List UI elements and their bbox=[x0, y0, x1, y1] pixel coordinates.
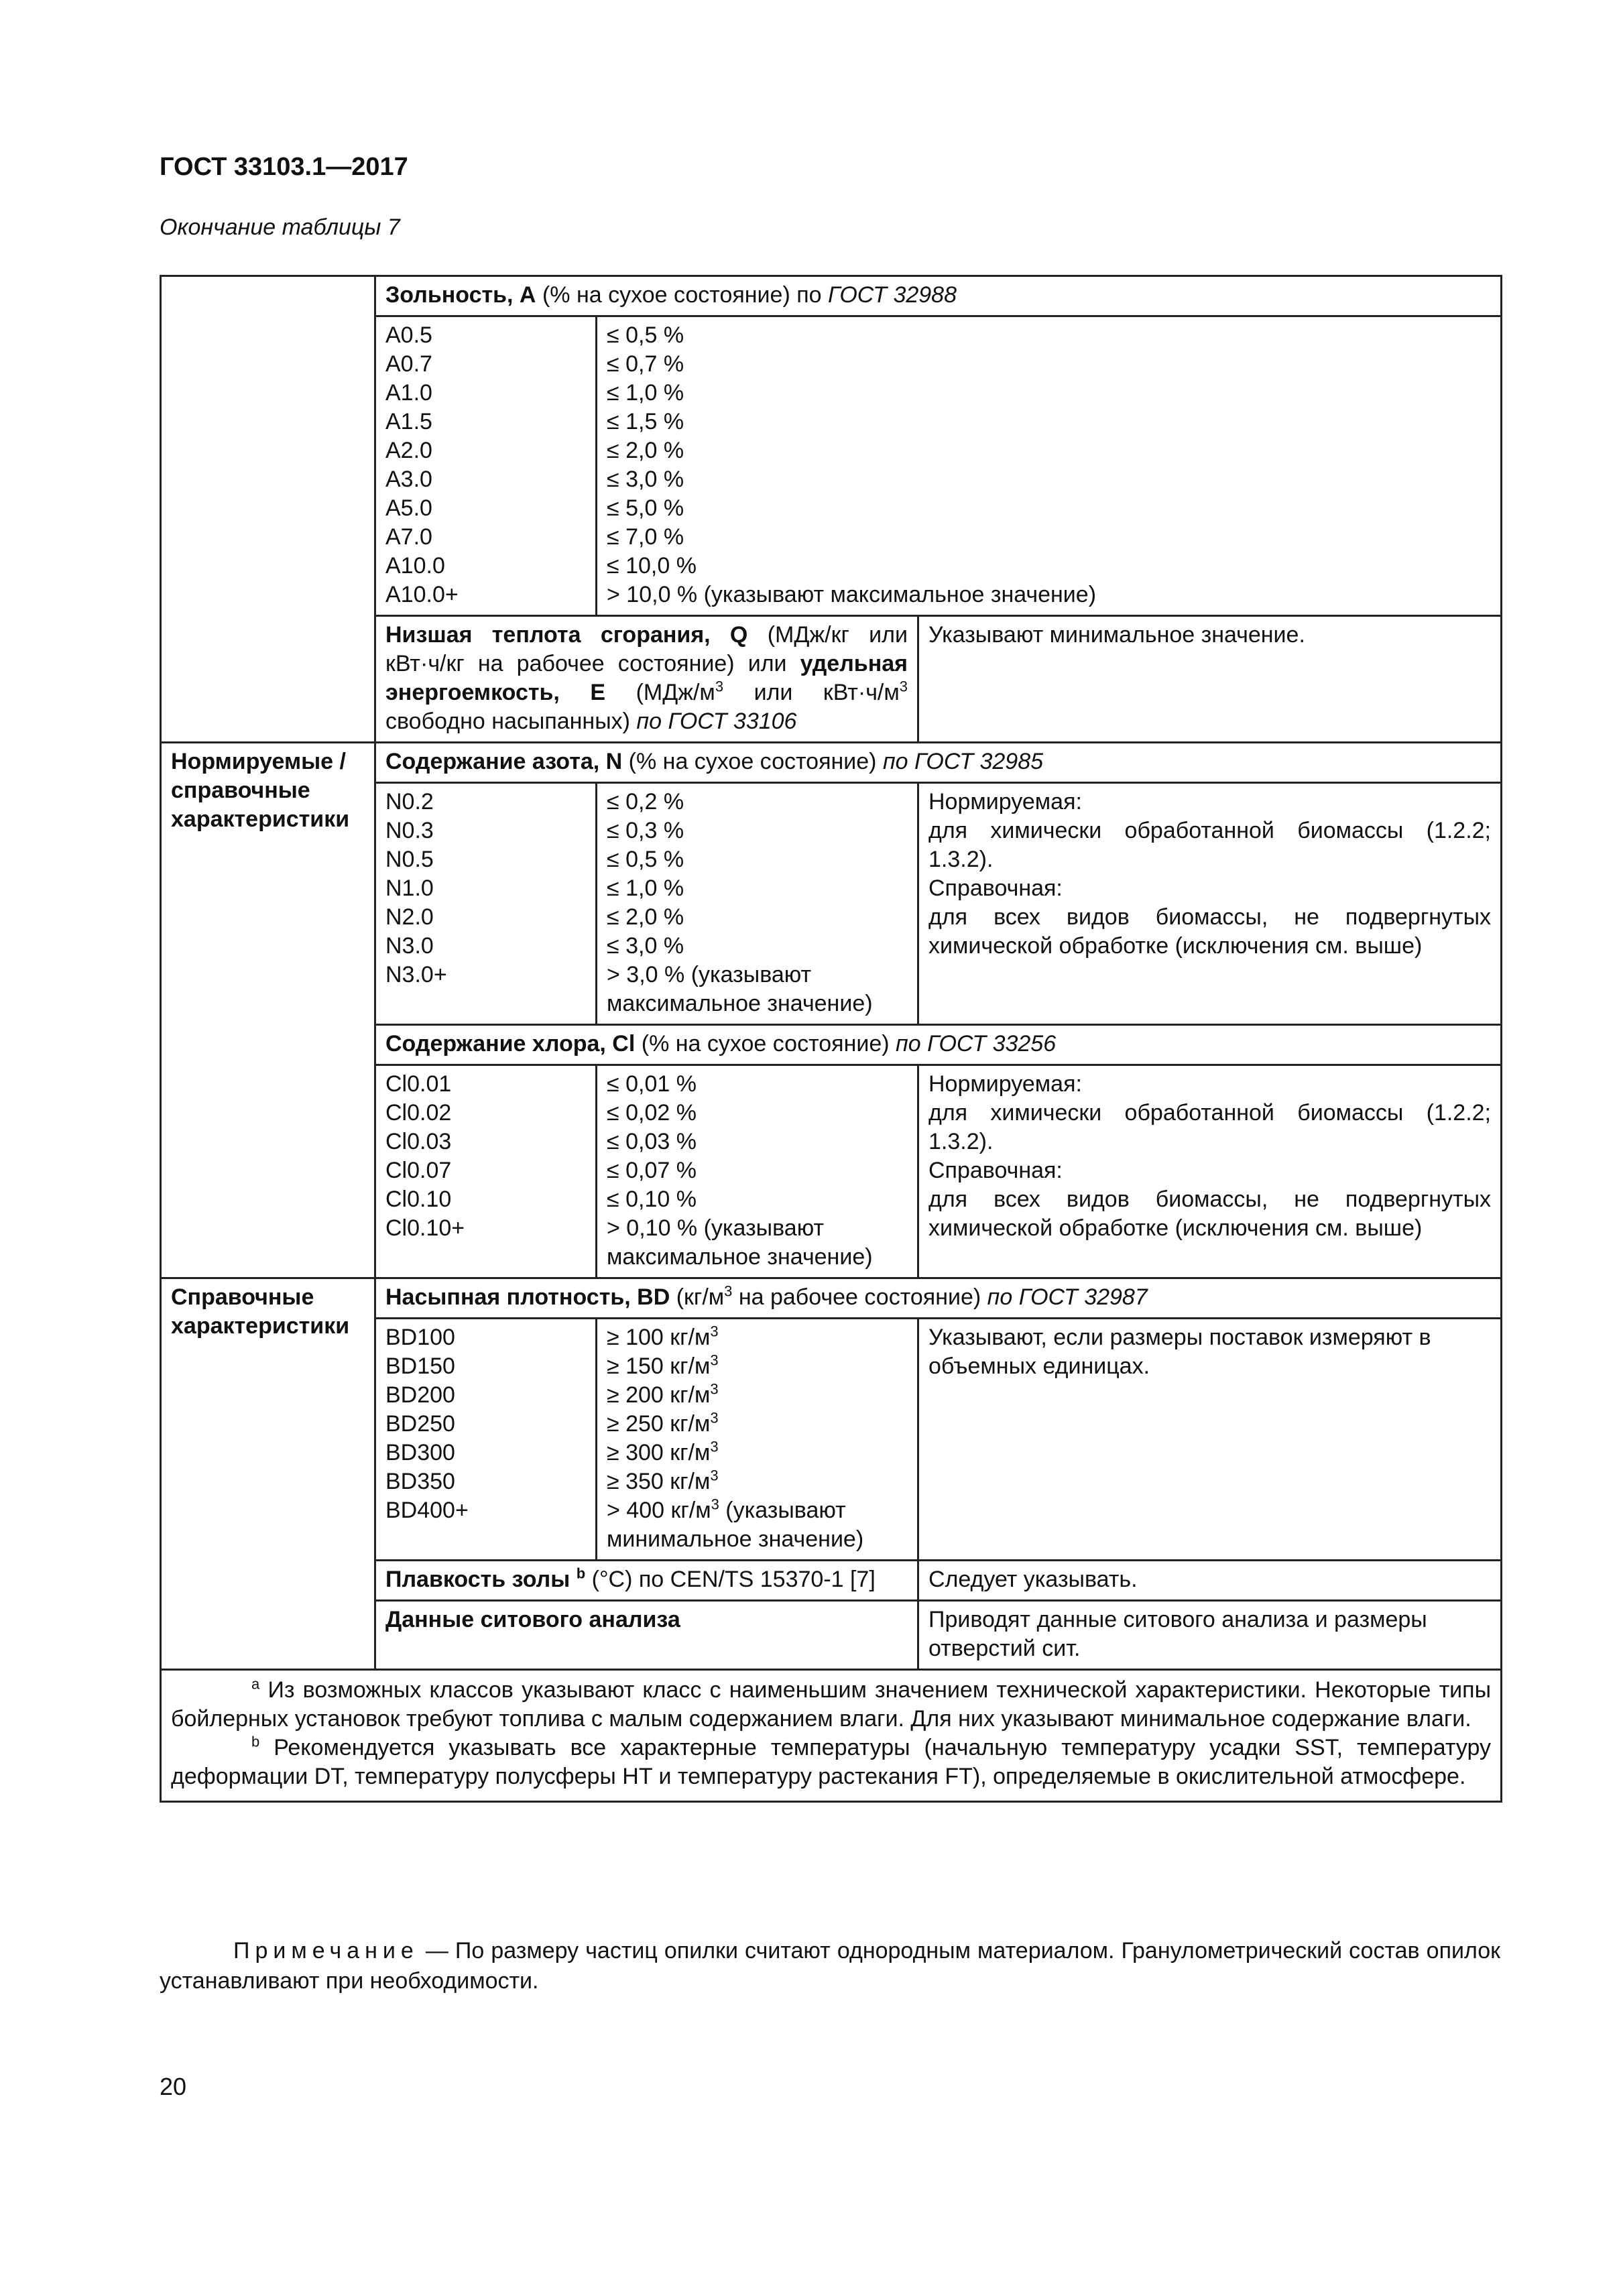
class-value: ≤ 7,0 % bbox=[607, 524, 684, 550]
class-value: ≤ 0,2 % bbox=[607, 789, 684, 814]
footnotes-row bbox=[161, 1670, 1502, 1802]
spec-table bbox=[160, 275, 1502, 1803]
table-caption: Окончание таблицы 7 bbox=[160, 215, 400, 240]
class-value: ≤ 2,0 % bbox=[607, 904, 684, 930]
nitrogen-classes bbox=[375, 783, 597, 1025]
class-label: A1.0 bbox=[385, 380, 432, 406]
ash-classes bbox=[375, 316, 597, 616]
chlorine-values bbox=[597, 1065, 918, 1278]
footnote-b: $^b$ Рекомендуется указывать все характерные температуры (начальную температуру усадки SST, температуру деформации DT, температуру полусферы HT и температуру растекания FT), определяемые в окислительной атмосфере. bbox=[171, 1733, 1491, 1789]
class-value: ≤ 10,0 % bbox=[607, 553, 697, 579]
nitrogen-remark: Нормируемая: для химически обработанной биомассы (1.2.2; 1.3.2). Справочная: для всех видов биомассы, не подвергнутых химической обработке (исключения см. выше) bbox=[918, 783, 1502, 1025]
heat-description: Низшая теплота сгорания, Q (МДж/кг или кВт·ч/кг на рабочее состояние) или удельная энергоемкость, E ($МДж/м^3$ или $кВт\cdot ч/м^3$ свободно насыпанных) по ГОСТ 33106 bbox=[375, 616, 918, 743]
class-label: BD200 bbox=[385, 1382, 455, 1408]
class-value: ≥ 150 $кг/м^3$ bbox=[607, 1351, 719, 1379]
class-label: A1.5 bbox=[385, 409, 432, 434]
nitrogen-title: Содержание азота, N (% на сухое состояние) по ГОСТ 32985 bbox=[375, 743, 1502, 783]
class-value: ≤ 3,0 % bbox=[607, 467, 684, 492]
bulk-remark: Указывают, если размеры поставок измеряют в объемных единицах. bbox=[918, 1319, 1502, 1561]
class-value: ≤ 0,01 % bbox=[607, 1071, 697, 1097]
fusibility-remark: Следует указывать. bbox=[918, 1561, 1502, 1601]
class-value: ≤ 0,3 % bbox=[607, 818, 684, 843]
class-value: ≤ 0,03 % bbox=[607, 1129, 697, 1154]
chlorine-classes bbox=[375, 1065, 597, 1278]
class-label: BD150 bbox=[385, 1353, 455, 1379]
class-value: ≤ 0,02 % bbox=[607, 1100, 697, 1126]
sieve-label: Данные ситового анализа bbox=[375, 1601, 918, 1670]
class-label: A5.0 bbox=[385, 495, 432, 521]
class-label: A7.0 bbox=[385, 524, 432, 550]
class-label: Cl0.01 bbox=[385, 1071, 452, 1097]
class-value: ≤ 0,10 % bbox=[607, 1187, 697, 1212]
class-label: N1.0 bbox=[385, 875, 434, 901]
class-value: ≤ 1,5 % bbox=[607, 409, 684, 434]
class-label: N2.0 bbox=[385, 904, 434, 930]
note-label: Примечание bbox=[233, 1938, 419, 1963]
group-label-reference: Справочные характеристики bbox=[161, 1278, 375, 1670]
class-label: N3.0 bbox=[385, 933, 434, 959]
class-value: ≤ 0,07 % bbox=[607, 1158, 697, 1183]
class-label: Cl0.03 bbox=[385, 1129, 452, 1154]
class-value: ≥ 350 $кг/м^3$ bbox=[607, 1467, 719, 1494]
class-value: ≤ 3,0 % bbox=[607, 933, 684, 959]
class-label: Cl0.02 bbox=[385, 1100, 452, 1126]
bulk-classes bbox=[375, 1319, 597, 1561]
group-cell-empty bbox=[161, 276, 375, 743]
class-label: A2.0 bbox=[385, 438, 432, 463]
page-number: 20 bbox=[160, 2073, 187, 2100]
sieve-remark: Приводят данные ситового анализа и размеры отверстий сит. bbox=[918, 1601, 1502, 1670]
class-value: ≥ 250 $кг/м^3$ bbox=[607, 1409, 719, 1437]
class-label: N0.5 bbox=[385, 847, 434, 872]
class-label: N0.2 bbox=[385, 789, 434, 814]
class-label: N3.0+ bbox=[385, 962, 447, 987]
class-label: BD100 bbox=[385, 1325, 455, 1350]
note-text: — По размеру частиц опилки считают однородным материалом. Гранулометрический состав опилок устанавливают при необходимости. bbox=[160, 1938, 1500, 1994]
table-note bbox=[160, 1936, 1500, 1996]
class-value: ≤ 1,0 % bbox=[607, 380, 684, 406]
class-value: ≥ 200 $кг/м^3$ bbox=[607, 1380, 719, 1408]
bulk-title: Насыпная плотность, BD ($кг/м^3$ на рабочее состояние) по ГОСТ 32987 bbox=[375, 1278, 1502, 1319]
class-label: A10.0 bbox=[385, 553, 445, 579]
group-label-normative: Нормируемые / справочные характеристики bbox=[161, 743, 375, 1278]
class-label: N0.3 bbox=[385, 818, 434, 843]
class-value: ≥ 300 $кг/м^3$ bbox=[607, 1438, 719, 1465]
nitrogen-values bbox=[597, 783, 918, 1025]
bulk-header-row bbox=[161, 1278, 1502, 1319]
class-value: ≥ 100 $кг/м^3$ bbox=[607, 1323, 719, 1350]
class-label: BD300 bbox=[385, 1440, 455, 1465]
fusibility-label: Плавкость золы $^b$ (°С) по CEN/TS 15370-1 [7] bbox=[375, 1561, 918, 1601]
footnotes bbox=[161, 1670, 1502, 1802]
class-label: A0.7 bbox=[385, 351, 432, 377]
class-value: > 0,10 % (указывают максимальное значение) bbox=[607, 1215, 873, 1270]
class-label: Cl0.07 bbox=[385, 1158, 452, 1183]
heat-remark: Указывают минимальное значение. bbox=[918, 616, 1502, 743]
ash-header-row bbox=[161, 276, 1502, 316]
class-value: ≤ 1,0 % bbox=[607, 875, 684, 901]
class-value: > 3,0 % (указывают максимальное значение) bbox=[607, 962, 873, 1016]
class-value: ≤ 5,0 % bbox=[607, 495, 684, 521]
class-value: ≤ 2,0 % bbox=[607, 438, 684, 463]
document-code: ГОСТ 33103.1—2017 bbox=[160, 153, 408, 181]
class-value: ≤ 0,5 % bbox=[607, 847, 684, 872]
class-label: Cl0.10 bbox=[385, 1187, 452, 1212]
class-value: > 400 $кг/м^3$ (указывают минимальное значение) bbox=[607, 1496, 864, 1552]
class-label: BD350 bbox=[385, 1469, 455, 1494]
bulk-values bbox=[597, 1319, 918, 1561]
class-value: > 10,0 % (указывают максимальное значение) bbox=[607, 582, 1097, 607]
class-label: A10.0+ bbox=[385, 582, 459, 607]
footnote-a: $^a$ Из возможных классов указывают класс с наименьшим значением технической характеристики. Некоторые типы бойлерных установок требуют топлива с малым содержанием влаги. Для них указывают минимальное содержание влаги. bbox=[171, 1675, 1492, 1732]
class-label: A0.5 bbox=[385, 322, 432, 348]
class-label: Cl0.10+ bbox=[385, 1215, 465, 1241]
class-label: A3.0 bbox=[385, 467, 432, 492]
class-label: BD250 bbox=[385, 1411, 455, 1437]
ash-title: Зольность, A (% на сухое состояние) по ГОСТ 32988 bbox=[375, 276, 1502, 316]
ash-values bbox=[597, 316, 1502, 616]
chlorine-title: Содержание хлора, Cl (% на сухое состояние) по ГОСТ 33256 bbox=[375, 1025, 1502, 1065]
nitrogen-header-row bbox=[161, 743, 1502, 783]
class-value: ≤ 0,5 % bbox=[607, 322, 684, 348]
chlorine-remark: Нормируемая: для химически обработанной биомассы (1.2.2; 1.3.2). Справочная: для всех видов биомассы, не подвергнутых химической обработке (исключения см. выше) bbox=[918, 1065, 1502, 1278]
class-value: ≤ 0,7 % bbox=[607, 351, 684, 377]
class-label: BD400+ bbox=[385, 1498, 469, 1523]
